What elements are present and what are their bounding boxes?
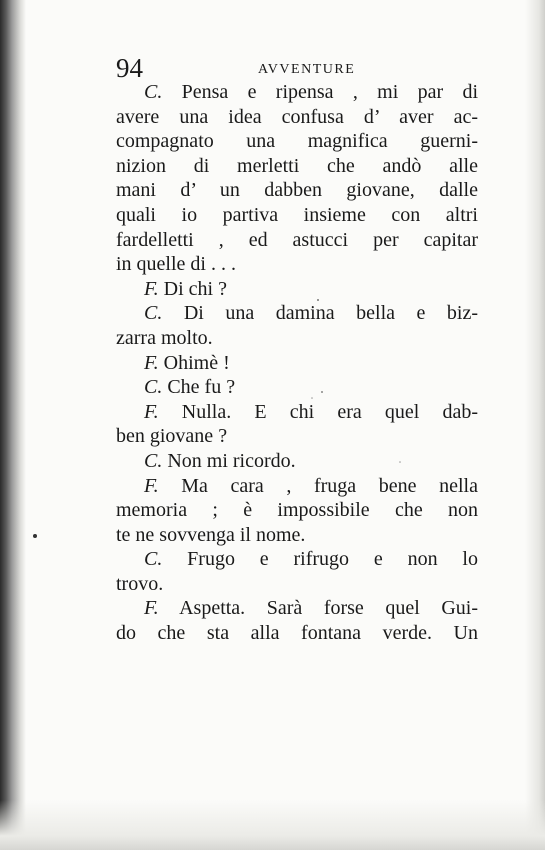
line-text: compagnato una magnifica guerni- bbox=[116, 130, 478, 153]
speaker-label: F. bbox=[144, 474, 159, 497]
line-text: te ne sovvenga il nome. bbox=[116, 523, 306, 546]
line-text: ben giovane ? bbox=[116, 425, 228, 448]
text-line bbox=[116, 424, 478, 449]
line-text: quali io partiva insieme con altri bbox=[116, 203, 478, 226]
speaker-label: F. bbox=[144, 277, 159, 300]
text-line bbox=[116, 277, 478, 302]
text-line bbox=[116, 547, 478, 572]
text-line bbox=[116, 252, 478, 277]
text-line bbox=[116, 351, 478, 376]
line-text: Di una damina bella e biz- bbox=[162, 302, 478, 325]
line-text: Che fu ? bbox=[162, 376, 236, 399]
text-line bbox=[116, 129, 478, 154]
speaker-label: F. bbox=[144, 597, 159, 620]
text-line bbox=[116, 474, 478, 499]
line-text: zarra molto. bbox=[116, 326, 213, 349]
text-line bbox=[116, 572, 478, 597]
text-line bbox=[116, 498, 478, 523]
line-text: fardelletti , ed astucci per capitar bbox=[116, 228, 478, 251]
text-line bbox=[116, 596, 478, 621]
text-line bbox=[116, 203, 478, 228]
line-text: Ma cara , fruga bene nella bbox=[158, 474, 478, 497]
text-line bbox=[116, 523, 478, 548]
line-text: in quelle di . . . bbox=[116, 253, 236, 276]
line-text: nizion di merletti che andò alle bbox=[116, 154, 478, 177]
line-text: avere una idea confusa d’ aver ac- bbox=[116, 105, 478, 128]
line-text: Pensa e ripensa , mi par di bbox=[162, 81, 478, 103]
speaker-label: C. bbox=[144, 81, 163, 103]
text-line bbox=[116, 154, 478, 179]
text-line bbox=[116, 375, 478, 400]
line-text: mani d’ un dabben giovane, dalle bbox=[116, 179, 478, 202]
text-line bbox=[116, 105, 478, 130]
speaker-label: F. bbox=[144, 400, 159, 423]
text-line bbox=[116, 228, 478, 253]
line-text: Frugo e rifrugo e non lo bbox=[162, 548, 478, 571]
text-line bbox=[116, 178, 478, 203]
text-line bbox=[116, 326, 478, 351]
text-line bbox=[116, 621, 478, 646]
line-text: Nulla. E chi era quel dab- bbox=[158, 400, 478, 423]
line-text: do che sta alla fontana verde. Un bbox=[116, 622, 478, 645]
line-text: trovo. bbox=[116, 572, 164, 595]
page-number: 94 bbox=[116, 53, 143, 83]
speaker-label: C. bbox=[144, 302, 163, 325]
text-line bbox=[116, 449, 478, 474]
speaker-label: C. bbox=[144, 548, 163, 571]
text-line bbox=[116, 400, 478, 425]
running-head: AVVENTURE bbox=[258, 62, 356, 77]
line-text: Non mi ricordo. bbox=[162, 449, 296, 472]
text-line bbox=[116, 301, 478, 326]
line-text: Di chi ? bbox=[158, 277, 227, 300]
body-text bbox=[116, 80, 478, 646]
speaker-label: C. bbox=[144, 449, 163, 472]
text-line bbox=[116, 80, 478, 105]
speaker-label: F. bbox=[144, 351, 159, 374]
line-text: Ohimè ! bbox=[158, 351, 230, 374]
speaker-label: C. bbox=[144, 376, 163, 399]
line-text: Aspetta. Sarà forse quel Gui- bbox=[158, 597, 478, 620]
line-text: memoria ; è impossibile che non bbox=[116, 499, 478, 522]
